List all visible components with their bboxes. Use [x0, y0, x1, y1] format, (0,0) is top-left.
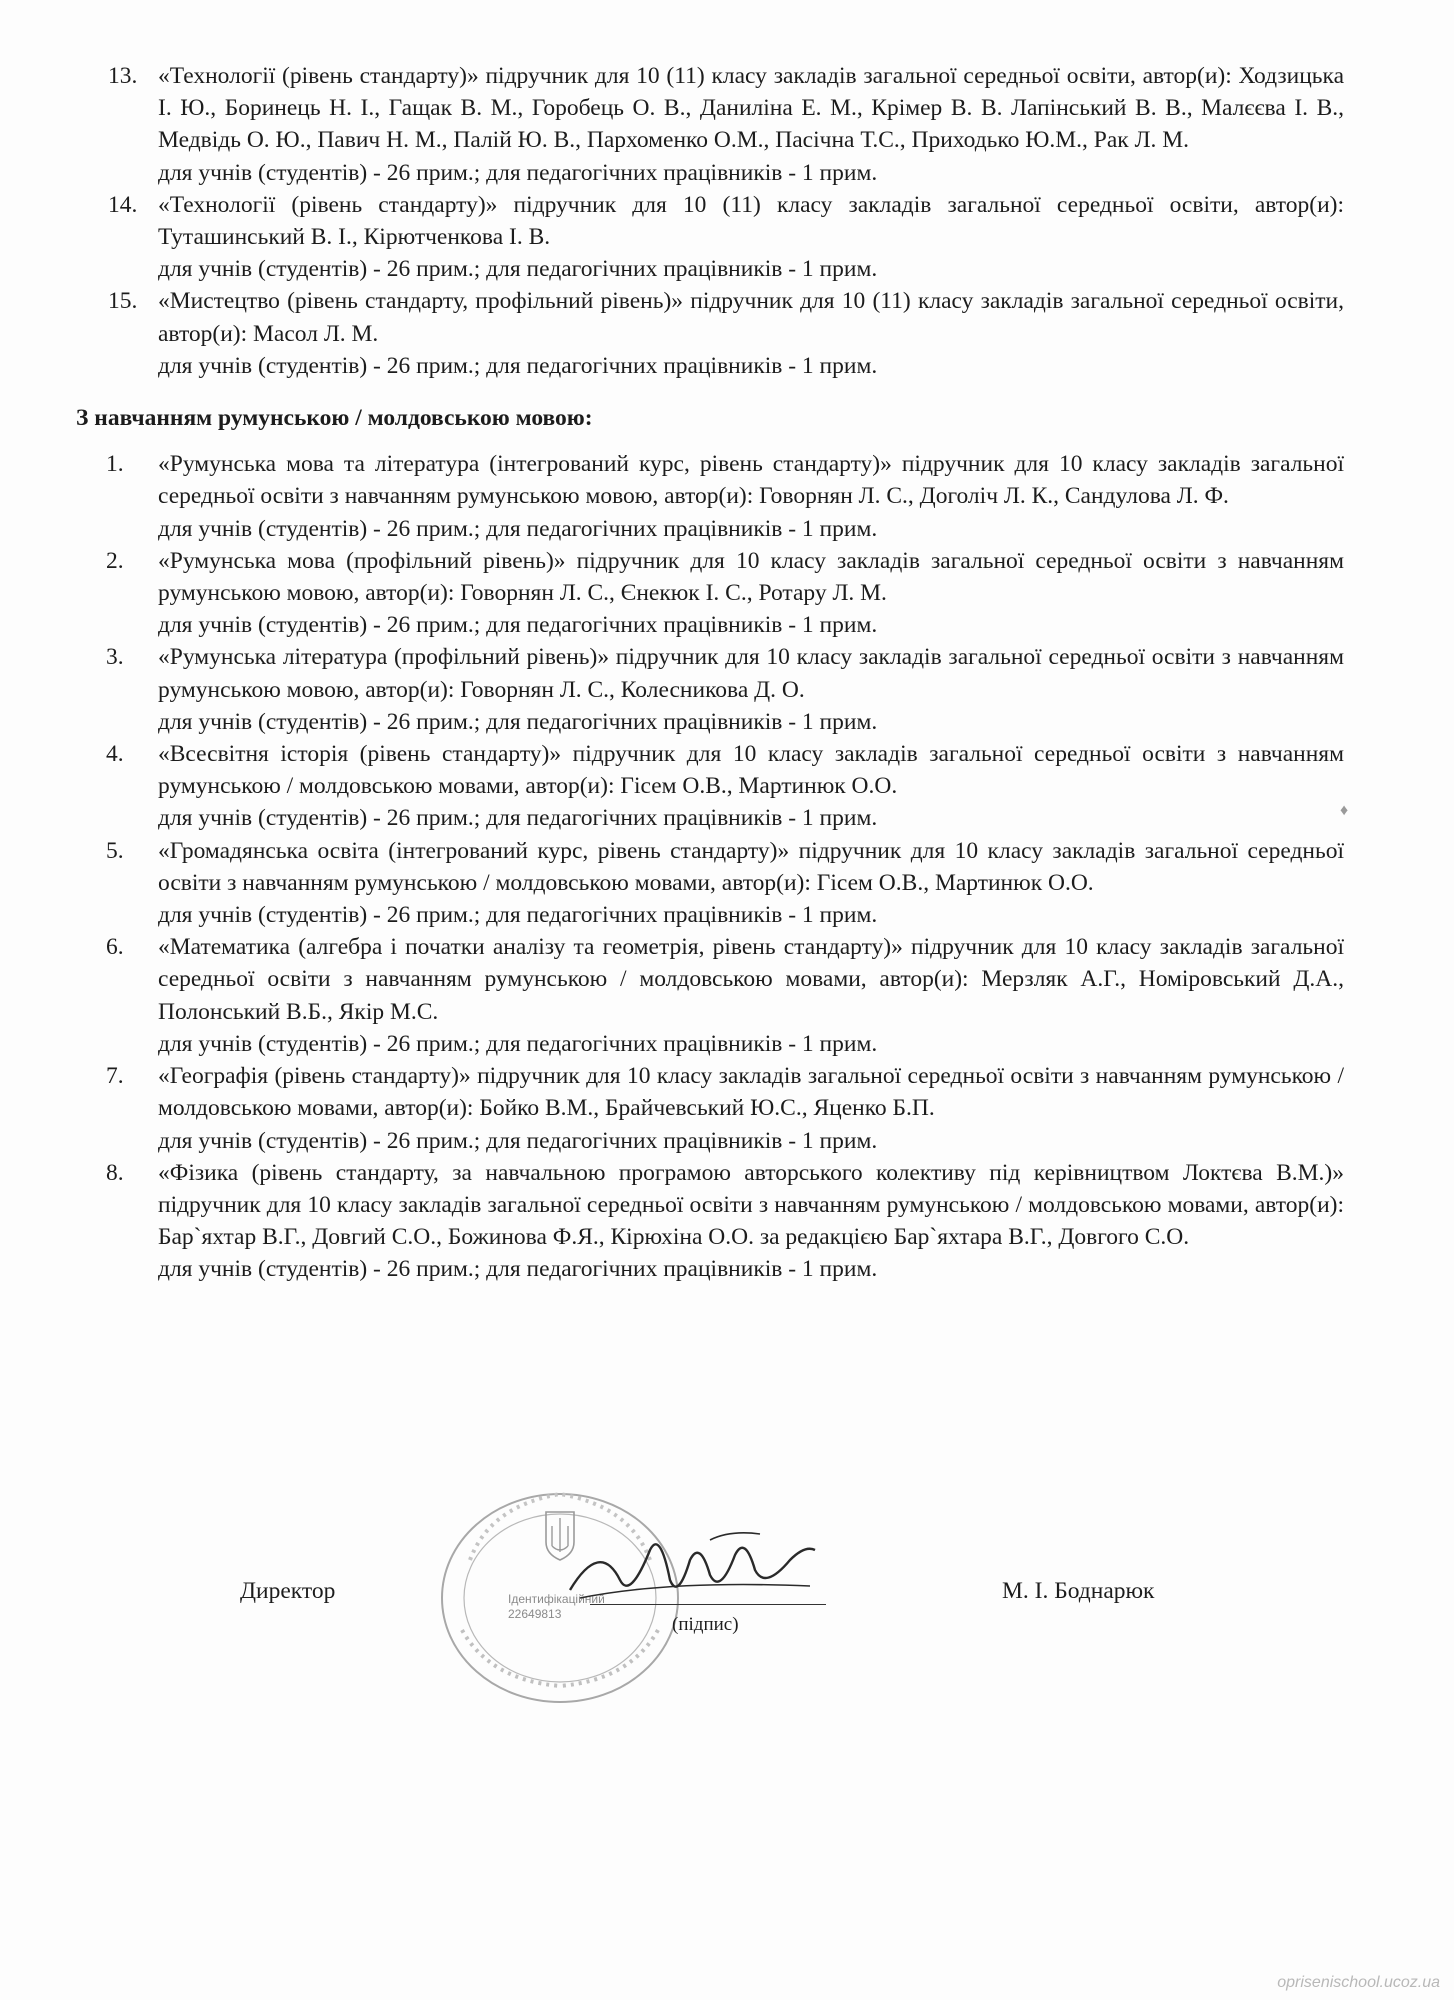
document-body	[76, 60, 1344, 1286]
textbook-list-continued	[76, 60, 1344, 382]
list-item	[76, 1060, 1344, 1157]
list-item	[76, 835, 1344, 932]
list-item-copies: для учнів (студентів) - 26 прим.; для педагогічних працівників - 1 прим.	[158, 708, 878, 735]
list-item	[76, 285, 1344, 382]
list-item	[76, 1157, 1344, 1286]
list-item-description: «Румунська мова (профільний рівень)» підручник для 10 класу закладів загальної середньої освіти з навчанням румунською мовою, автор(и): Говорнян Л. С., Єнекюк І. С., Ротару Л. М.	[158, 547, 1344, 607]
signature-block	[0, 1480, 1454, 1650]
list-item-copies: для учнів (студентів) - 26 прим.; для педагогічних працівників - 1 прим.	[158, 902, 878, 929]
list-item-description: «Географія (рівень стандарту)» підручник для 10 класу закладів загальної середньої освіти з навчанням румунською / молдовською мовами, автор(и): Бойко В.М., Брайчевський Ю.С., Яценко Б.П.	[158, 1063, 1344, 1122]
list-item-copies: для учнів (студентів) - 26 прим.; для педагогічних працівників - 1 прим.	[158, 352, 878, 379]
list-item-copies: для учнів (студентів) - 26 прим.; для педагогічних працівників - 1 прим.	[158, 1127, 878, 1154]
list-item-copies: для учнів (студентів) - 26 прим.; для педагогічних працівників - 1 прим.	[158, 256, 878, 283]
list-item-description: «Громадянська освіта (інтегрований курс, рівень стандарту)» підручник для 10 класу закладів загальної середньої освіти з навчанням румунською / молдовською мовами, автор(и): Гісем О.В., Мартинюк О.О.	[158, 837, 1344, 896]
textbook-list-romanian	[76, 448, 1344, 1285]
list-item-number: 8.	[106, 1159, 124, 1186]
list-item-copies: для учнів (студентів) - 26 прим.; для педагогічних працівників - 1 прим.	[158, 1256, 878, 1283]
list-item-copies: для учнів (студентів) - 26 прим.; для педагогічних працівників - 1 прим.	[158, 805, 878, 832]
list-item	[76, 931, 1344, 1060]
list-item-number: 6.	[106, 934, 124, 961]
site-watermark: oprisenischool.ucoz.ua	[1277, 1974, 1440, 1991]
list-item-description: «Технології (рівень стандарту)» підручник для 10 (11) класу закладів загальної середньої освіти, автор(и): Ходзицька І. Ю., Боринець Н. І., Гащак В. М., Горобець О. В., Даниліна Е. М., Крімер В. В. Лапінський В. В., Малєєва І. В., Медвідь О. Ю., Павич Н. М., Палій Ю. В., Пархоменко О.М., Пасічна Т.С., Приходько Ю.М., Рак Л. М.	[158, 63, 1344, 154]
seal-id-code: 22649813	[508, 1607, 562, 1621]
list-item-description: «Мистецтво (рівень стандарту, профільний рівень)» підручник для 10 (11) класу закладів загальної середньої освіти, автор(и): Масол Л. М.	[158, 288, 1344, 347]
list-item-copies: для учнів (студентів) - 26 прим.; для педагогічних працівників - 1 прим.	[158, 612, 878, 639]
list-item	[76, 60, 1344, 189]
signature-caption: (підпис)	[672, 1614, 739, 1635]
list-item-description: «Всесвітня історія (рівень стандарту)» підручник для 10 класу закладів загальної середньої освіти з навчанням румунською / молдовською мовами, автор(и): Гісем О.В., Мартинюк О.О.	[158, 741, 1344, 800]
list-item	[76, 738, 1344, 835]
list-item-number: 3.	[106, 644, 124, 671]
handwritten-signature-icon	[560, 1520, 820, 1620]
list-item-number: 15.	[108, 288, 138, 315]
list-item	[76, 641, 1344, 738]
list-item-description: «Румунська література (профільний рівень)» підручник для 10 класу закладів загальної середньої освіти з навчанням румунською мовою, автор(и): Говорнян Л. С., Колесникова Д. О.	[158, 644, 1344, 703]
list-item-number: 2.	[106, 547, 124, 574]
list-item-copies: для учнів (студентів) - 26 прим.; для педагогічних працівників - 1 прим.	[158, 1030, 878, 1057]
list-item	[76, 545, 1344, 642]
seal-id-label: Ідентифікаційний	[508, 1592, 605, 1606]
list-item-number: 13.	[108, 63, 138, 89]
list-item-description: «Технології (рівень стандарту)» підручник для 10 (11) класу закладів загальної середньої освіти, автор(и): Туташинський В. І., Кірютченкова І. В.	[158, 191, 1344, 251]
list-item-number: 7.	[106, 1063, 124, 1090]
list-item	[76, 189, 1344, 286]
list-item-number: 14.	[108, 191, 138, 218]
scan-speck: ♦	[1340, 802, 1349, 819]
signature-line	[590, 1604, 826, 1605]
list-item-description: «Румунська мова та література (інтегрований курс, рівень стандарту)» підручник для 10 класу закладів загальної середньої освіти з навчанням румунською мовою, автор(и): Говорнян Л. С., Доголіч Л. К., Сандулова Л. Ф.	[158, 451, 1344, 510]
list-item	[76, 448, 1344, 545]
list-item-description: «Математика (алгебра і початки аналізу та геометрія, рівень стандарту)» підручник для 10 класу закладів загальної середньої освіти з навчанням румунською / молдовською мовами, автор(и): Мерзляк А.Г., Номіровський Д.А., Полонський В.Б., Якір М.С.	[158, 934, 1344, 1025]
list-item-description: «Фізика (рівень стандарту, за навчальною програмою авторського колективу під керівництвом Локтєва В.М.)» підручник для 10 класу закладів загальної середньої освіти з навчанням румунською / молдовською мовами, автор(и): Бар`яхтар В.Г., Довгий С.О., Божинова Ф.Я., Кірюхіна О.О. за редакцією Бар`яхтара В.Г., Довгого С.О.	[158, 1159, 1344, 1251]
list-item-copies: для учнів (студентів) - 26 прим.; для педагогічних працівників - 1 прим.	[158, 515, 878, 542]
section-heading: З навчанням румунською / молдовською мовою:	[76, 405, 593, 432]
list-item-copies: для учнів (студентів) - 26 прим.; для педагогічних працівників - 1 прим.	[158, 159, 878, 186]
signatory-name: М. І. Боднарюк	[1002, 1578, 1155, 1604]
list-item-number: 4.	[106, 741, 124, 768]
list-item-number: 1.	[106, 451, 124, 478]
list-item-number: 5.	[106, 837, 124, 864]
signatory-title: Директор	[240, 1578, 336, 1604]
